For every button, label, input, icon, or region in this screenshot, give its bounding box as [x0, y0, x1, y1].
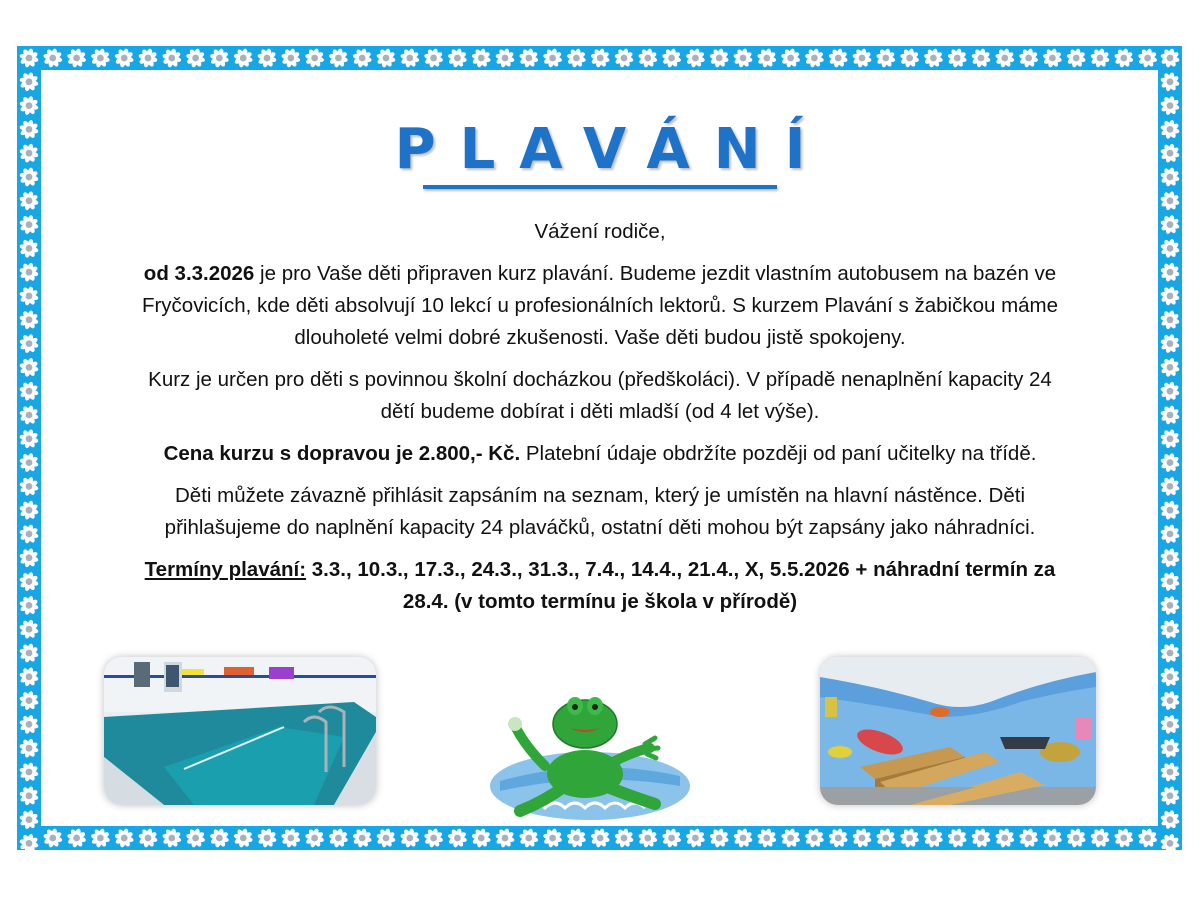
- paragraph-registration: Děti můžete závazně přihlásit zapsáním na seznam, který je umístěn na hlavní nástěnce. Děti přihlašujeme do naplnění kapacity 24 plaváčků, ostatní děti mohou být zapsány jako náhradníci.: [164, 484, 1036, 539]
- border-top: [17, 46, 1182, 70]
- page-title: PLAVÁNÍ: [394, 117, 830, 182]
- border-bottom: [17, 826, 1182, 850]
- frog-mascot-illustration: [485, 686, 695, 820]
- paragraph-course-intro: od 3.3.2026 je pro Vaše děti připraven kurz plavání. Budeme jezdit vlastním autobusem na bazén ve Fryčovicích, kde děti absolvují 10 lekcí u profesionálních lektorů. S kurzem Plavání s žabičkou máme dlouholeté velmi dobré zkušenosti. Vaše děti budou jistě spokojeny.: [141, 262, 1059, 349]
- start-date: od 3.3.2026: [143, 262, 255, 285]
- paragraph-eligibility: Kurz je určen pro děti s povinnou školní docházkou (předškoláci). V případě nenaplnění kapacity 24 dětí budeme dobírat i děti mladší (od 4 let výše).: [148, 368, 1052, 423]
- paragraph-price: Cena kurzu s dopravou je 2.800,- Kč. Platební údaje obdržíte později od paní učitelky na třídě.: [163, 442, 1037, 465]
- price: Cena kurzu s dopravou je 2.800,- Kč.: [163, 442, 521, 465]
- title-underline: [423, 185, 777, 189]
- letter-body: [80, 216, 1120, 628]
- title-block: [0, 117, 1200, 189]
- sea-mural-relaxation-room-photo: [820, 657, 1096, 805]
- schedule-label: Termíny plavání:: [144, 558, 307, 581]
- paragraph-schedule: Termíny plavání: 3.3., 10.3., 17.3., 24.3., 31.3., 7.4., 14.4., 21.4., X, 5.5.2026 + náhradní termín za 28.4. (v tomto termínu je škola v přírodě): [144, 558, 1056, 613]
- greeting: Vážení rodiče,: [534, 220, 666, 243]
- indoor-pool-photo: [104, 657, 376, 805]
